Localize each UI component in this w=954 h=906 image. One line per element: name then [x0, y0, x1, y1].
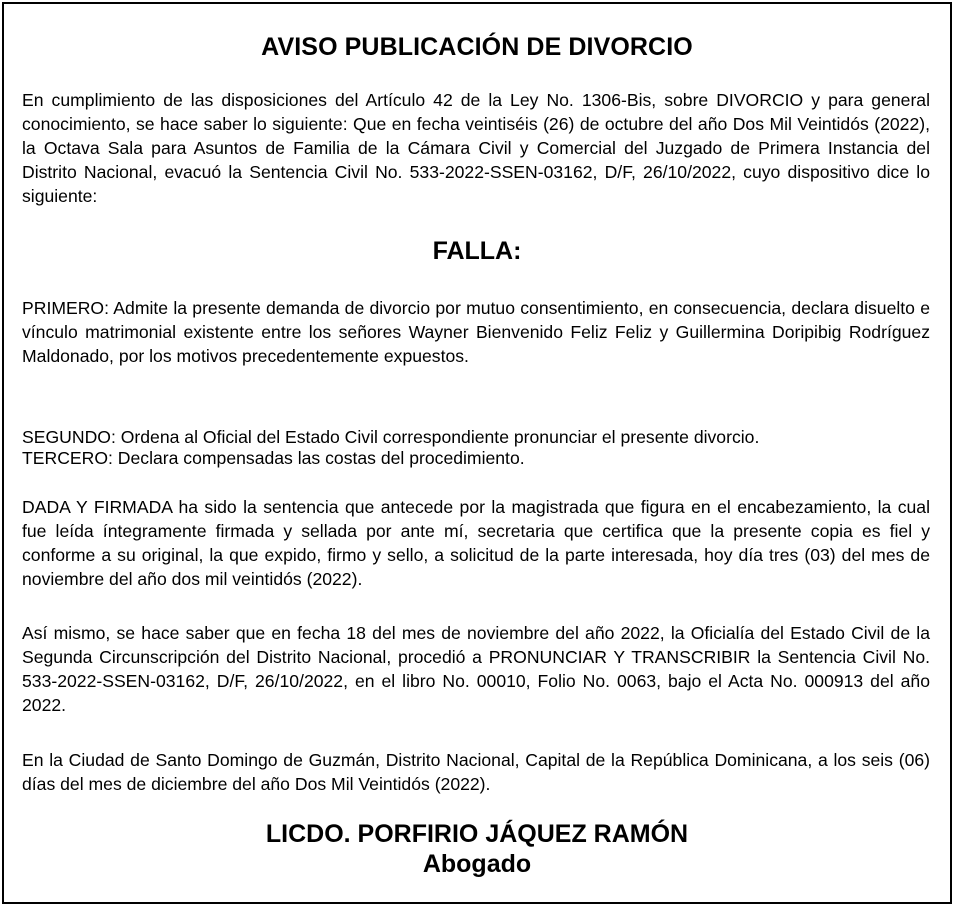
signatory-name: LICDO. PORFIRIO JÁQUEZ RAMÓN: [265, 820, 689, 848]
signatory-role: Abogado: [422, 850, 532, 878]
intro-paragraph: En cumplimiento de las disposiciones del Artículo 42 de la Ley No. 1306-Bis, sobre DIVORCIO y para general conocimiento, se hace saber lo siguiente: Que en fecha veintiséis (26) de octubre del año Dos Mil Veintidós (2022), la Octava Sala para Asuntos de Familia de la Cámara Civil y Comercial del Juzgado de Primera Instancia del Distrito Nacional, evacuó la Sentencia Civil No. 533-2022-SSEN-03162, D/F, 26/10/2022, cuyo dispositivo dice lo siguiente:: [22, 90, 930, 206]
falla-heading: FALLA:: [432, 237, 522, 265]
segundo-paragraph: SEGUNDO: Ordena al Oficial del Estado Civil correspondiente pronunciar el presente divorcio.: [22, 427, 760, 447]
closing-paragraph: En la Ciudad de Santo Domingo de Guzmán, Distrito Nacional, Capital de la República Dominicana, a los seis (06) días del mes de diciembre del año Dos Mil Veintidós (2022).: [22, 750, 930, 794]
notice-title: AVISO PUBLICACIÓN DE DIVORCIO: [261, 33, 693, 61]
legal-notice: [2, 2, 952, 904]
tercero-paragraph: TERCERO: Declara compensadas las costas del procedimiento.: [22, 448, 525, 468]
dada-paragraph: DADA Y FIRMADA ha sido la sentencia que antecede por la magistrada que figura en el encabezamiento, la cual fue leída íntegramente firmada y sellada por ante mí, secretaria que certifica que la presente copia es fiel y conforme a su original, la que expido, firmo y sello, a solicitud de la parte interesada, hoy día tres (03) del mes de noviembre del año dos mil veintidós (2022).: [22, 497, 930, 589]
primero-paragraph: PRIMERO: Admite la presente demanda de divorcio por mutuo consentimiento, en consecuencia, declara disuelto e vínculo matrimonial existente entre los señores Wayner Bienvenido Feliz Feliz y Guillermina Doripibig Rodríguez Maldonado, por los motivos precedentemente expuestos.: [22, 298, 930, 366]
asimismo-paragraph: Así mismo, se hace saber que en fecha 18 del mes de noviembre del año 2022, la Oficialía del Estado Civil de la Segunda Circunscripción del Distrito Nacional, procedió a PRONUNCIAR Y TRANSCRIBIR la Sentencia Civil No. 533-2022-SSEN-03162, D/F, 26/10/2022, en el libro No. 00010, Folio No. 0063, bajo el Acta No. 000913 del año 2022.: [22, 623, 930, 715]
